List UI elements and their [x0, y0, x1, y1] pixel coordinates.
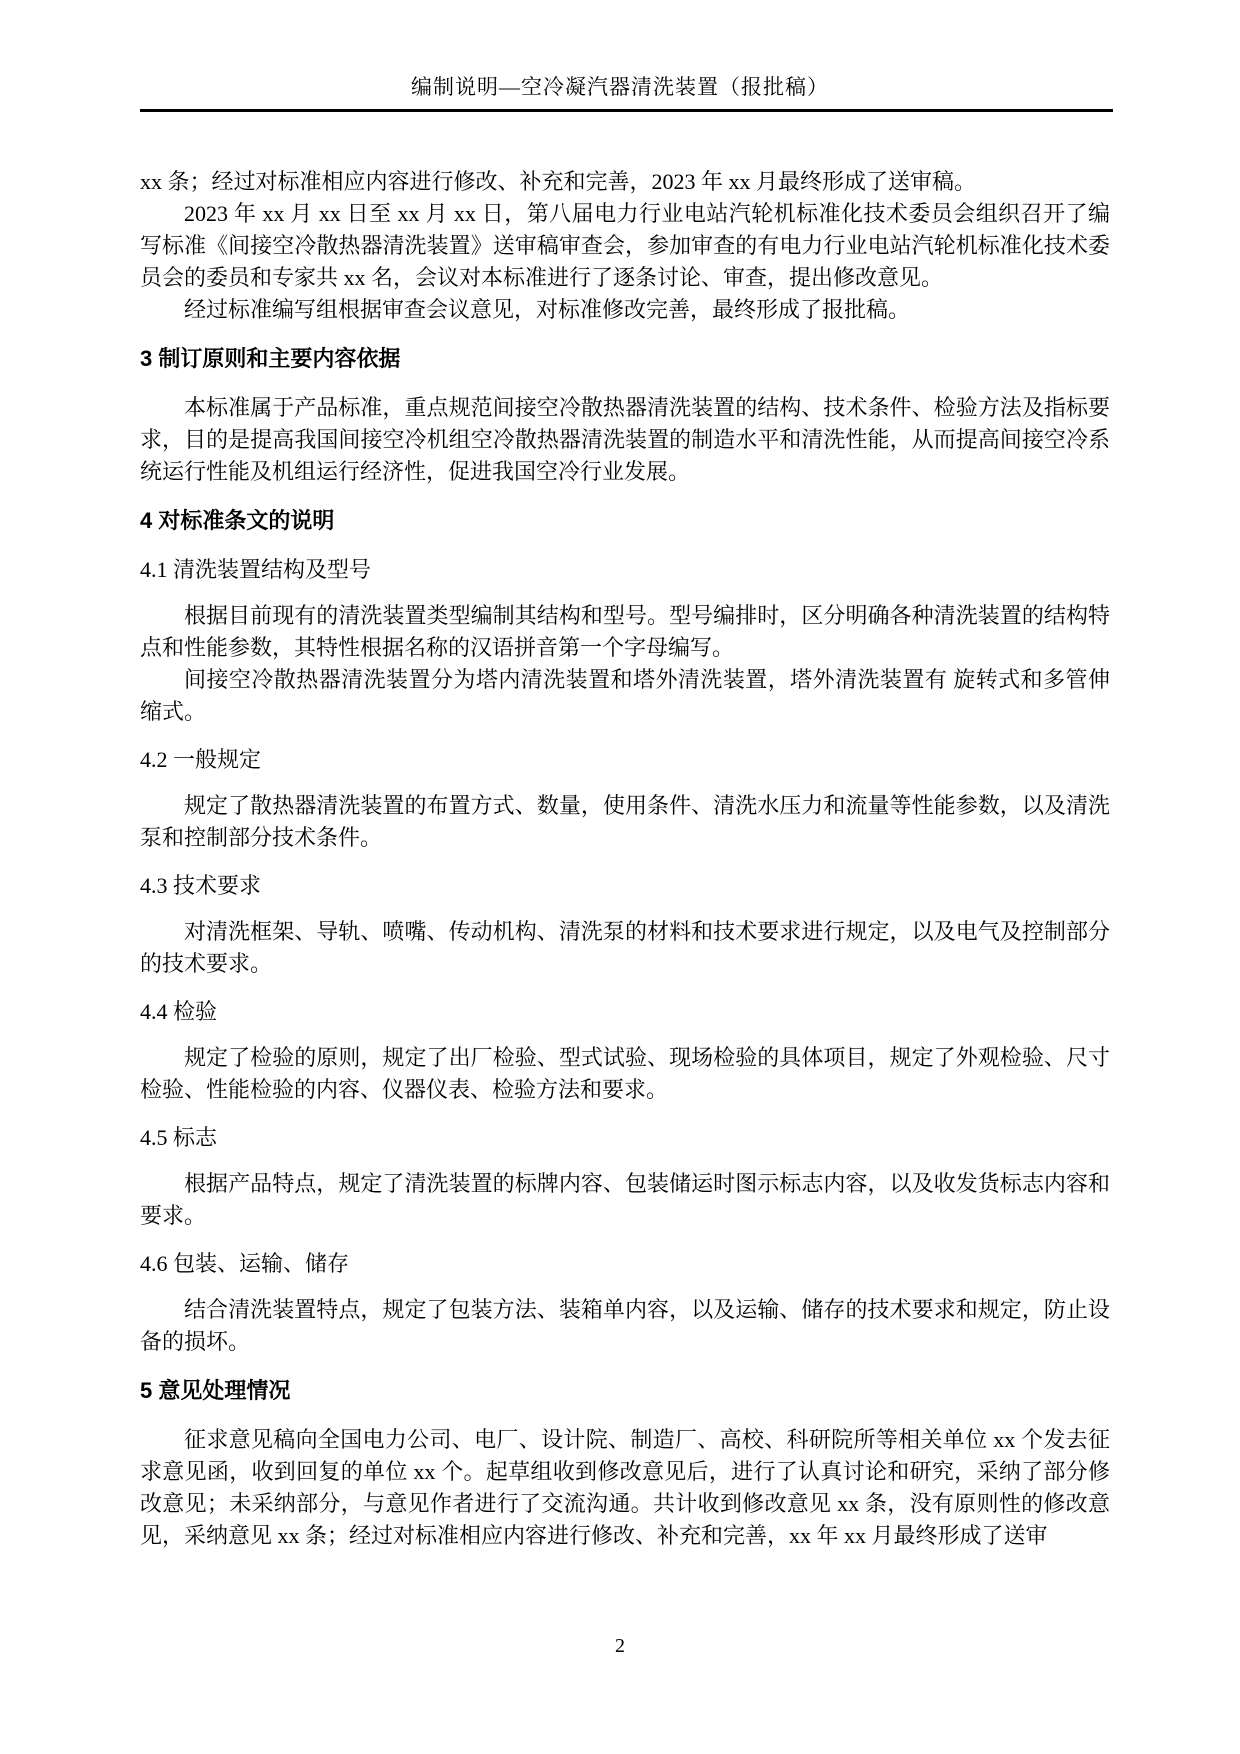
subheading-4-5: 4.5 标志 — [140, 1125, 218, 1150]
paragraph-4-1-body-1: 根据目前现有的清洗装置类型编制其结构和型号。型号编排时，区分明确各种清洗装置的结构特点和性能参数，其特性根据名称的汉语拼音第一个字母编写。 — [140, 603, 1110, 660]
page-header — [0, 0, 1240, 112]
subheading-4-6: 4.6 包装、运输、储存 — [140, 1251, 350, 1276]
subheading-4-4: 4.4 检验 — [140, 999, 218, 1024]
page-number: 2 — [615, 1635, 625, 1657]
paragraph-continued-from-prev-page: xx 条；经过对标准相应内容进行修改、补充和完善，2023 年 xx 月最终形成了送审稿。 — [140, 169, 977, 194]
paragraph-final-draft: 经过标准编写组根据审查会议意见，对标准修改完善，最终形成了报批稿。 — [184, 297, 911, 322]
heading-section-3: 3 制订原则和主要内容依据 — [140, 346, 401, 371]
heading-section-4: 4 对标准条文的说明 — [140, 508, 335, 533]
document-body — [140, 112, 1110, 1552]
paragraph-4-4-body: 规定了检验的原则，规定了出厂检验、型式试验、现场检验的具体项目，规定了外观检验、尺寸检验、性能检验的内容、仪器仪表、检验方法和要求。 — [140, 1045, 1110, 1102]
paragraph-section-3-body: 本标准属于产品标准，重点规范间接空冷散热器清洗装置的结构、技术条件、检验方法及指标要求，目的是提高我国间接空冷机组空冷散热器清洗装置的制造水平和清洗性能，从而提高间接空冷系统运行性能及机组运行经济性，促进我国空冷行业发展。 — [140, 395, 1110, 484]
paragraph-section-5-body: 征求意见稿向全国电力公司、电厂、设计院、制造厂、高校、科研院所等相关单位 xx 个发去征求意见函，收到回复的单位 xx 个。起草组收到修改意见后，进行了认真讨论和研究，采纳了部分修改意见；未采纳部分，与意见作者进行了交流沟通。共计收到修改意见 xx 条，没有原则性的修改意见，采纳意见 xx 条；经过对标准相应内容进行修改、补充和完善，xx 年 xx 月最终形成了送审 — [140, 1427, 1110, 1548]
page-header-title: 编制说明—空冷凝汽器清洗装置（报批稿） — [411, 75, 829, 99]
subheading-4-2: 4.2 一般规定 — [140, 747, 262, 772]
subheading-4-3: 4.3 技术要求 — [140, 873, 262, 898]
paragraph-4-2-body: 规定了散热器清洗装置的布置方式、数量，使用条件、清洗水压力和流量等性能参数，以及清洗泵和控制部分技术条件。 — [140, 793, 1110, 850]
paragraph-4-6-body: 结合清洗装置特点，规定了包装方法、装箱单内容，以及运输、储存的技术要求和规定，防止设备的损坏。 — [140, 1297, 1110, 1354]
subheading-4-1: 4.1 清洗装置结构及型号 — [140, 557, 372, 582]
paragraph-review-meeting: 2023 年 xx 月 xx 日至 xx 月 xx 日，第八届电力行业电站汽轮机标准化技术委员会组织召开了编写标准《间接空冷散热器清洗装置》送审稿审查会，参加审查的有电力行业电站汽轮机标准化技术委员会的委员和专家共 xx 名，会议对本标准进行了逐条讨论、审查，提出修改意见。 — [140, 201, 1110, 290]
heading-section-5: 5 意见处理情况 — [140, 1378, 291, 1403]
paragraph-4-5-body: 根据产品特点，规定了清洗装置的标牌内容、包装储运时图示标志内容，以及收发货标志内容和要求。 — [140, 1171, 1110, 1228]
paragraph-4-3-body: 对清洗框架、导轨、喷嘴、传动机构、清洗泵的材料和技术要求进行规定，以及电气及控制部分的技术要求。 — [140, 919, 1110, 976]
paragraph-4-1-body-2: 间接空冷散热器清洗装置分为塔内清洗装置和塔外清洗装置，塔外清洗装置有 旋转式和多管伸缩式。 — [140, 667, 1110, 724]
